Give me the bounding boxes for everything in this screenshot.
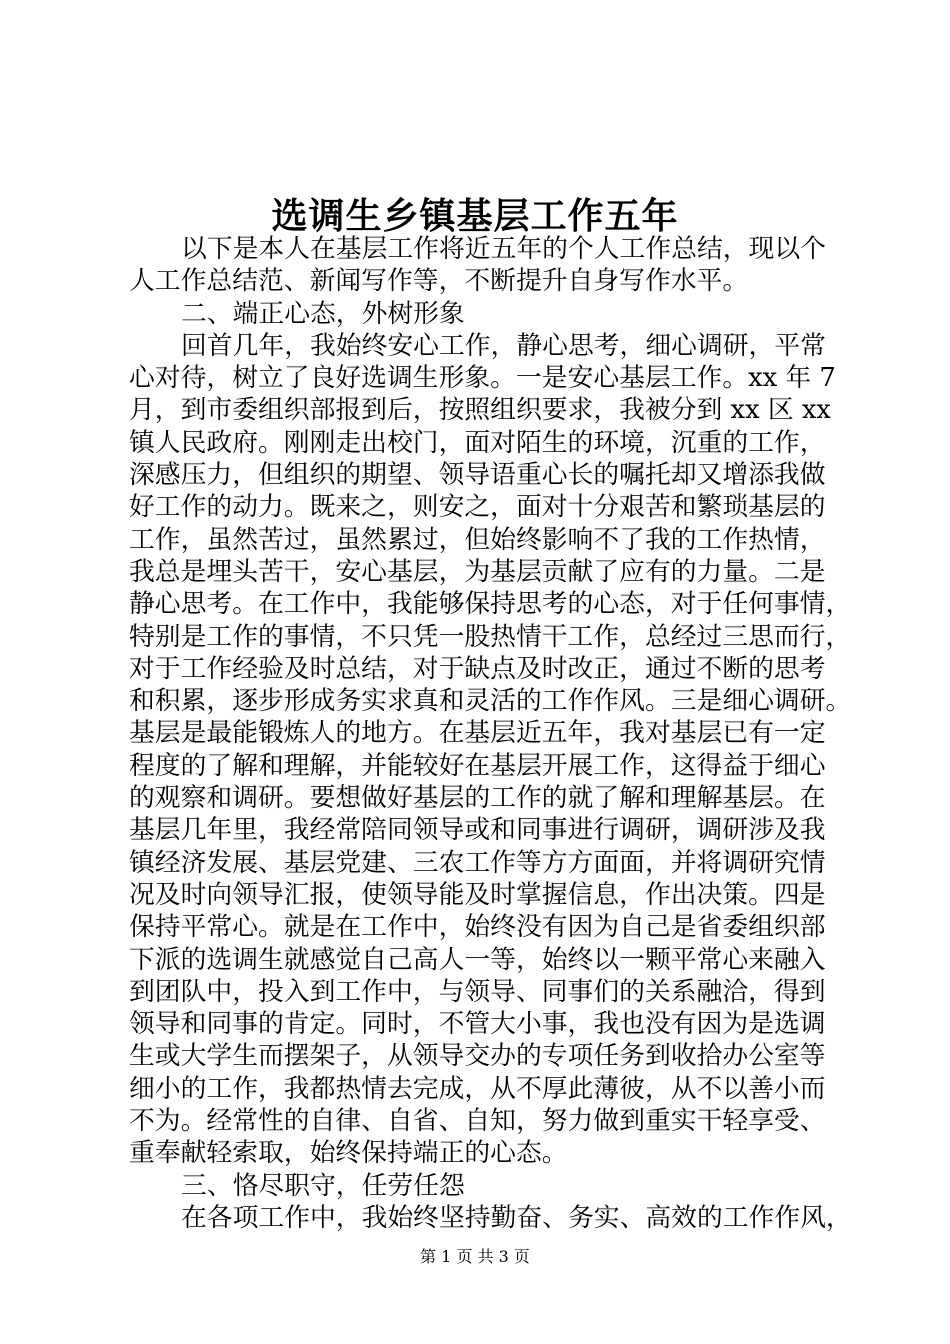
text-line: 心对待，树立了良好选调生形象。一是安心基层工作。xx 年 7	[129, 363, 836, 394]
text-line: 月，到市委组织部报到后，按照组织要求，我被分到 xx 区 xx	[129, 395, 831, 426]
text-line: 保持平常心。就是在工作中，始终没有因为自己是省委组织部	[129, 912, 826, 943]
text-line: 对于工作经验及时总结，对于缺点及时改正，通过不断的思考	[129, 653, 826, 684]
text-line: 在各项工作中，我始终坚持勤奋、务实、高效的工作作风，	[181, 1202, 852, 1233]
text-line: 领导和同事的肯定。同时，不管大小事，我也没有因为是选调	[129, 1009, 826, 1040]
text-line: 好工作的动力。既来之，则安之，面对十分艰苦和繁琐基层的	[129, 492, 826, 523]
text-line: 生或大学生而摆架子，从领导交办的专项任务到收拾办公室等	[129, 1041, 826, 1072]
document-title: 选调生乡镇基层工作五年	[271, 195, 679, 237]
text-line: 细小的工作，我都热情去完成，从不厚此薄彼，从不以善小而	[129, 1073, 826, 1104]
text-line: 静心思考。在工作中，我能够保持思考的心态，对于任何事情，	[129, 589, 852, 620]
text-line: 程度的了解和理解，并能较好在基层开展工作，这得益于细心	[129, 750, 826, 781]
document-body	[129, 233, 852, 1234]
text-line: 工作，虽然苦过，虽然累过，但始终影响不了我的工作热情，	[129, 524, 826, 555]
text-line: 重奉献轻索取，始终保持端正的心态。	[129, 1138, 568, 1169]
text-line: 特别是工作的事情，不只凭一股热情干工作，总经过三思而行，	[129, 621, 852, 652]
section-heading: 三、恪尽职守，任劳任怨	[181, 1170, 465, 1201]
text-line: 况及时向领导汇报，使领导能及时掌握信息，作出决策。四是	[129, 879, 826, 910]
text-line: 不为。经常性的自律、自省、自知，努力做到重实干轻享受、	[129, 1106, 826, 1137]
text-line: 下派的选调生就感觉自己高人一等，始终以一颗平常心来融入	[129, 944, 826, 975]
text-line: 回首几年，我始终安心工作，静心思考，细心调研，平常	[181, 330, 826, 361]
text-line: 人工作总结范、新闻写作等，不断提升自身写作水平。	[129, 266, 749, 297]
text-line: 我总是埋头苦干，安心基层，为基层贡献了应有的力量。二是	[129, 556, 826, 587]
page-footer: 第 1 页 共 3 页	[420, 1247, 530, 1266]
text-line: 的观察和调研。要想做好基层的工作的就了解和理解基层。在	[129, 783, 826, 814]
text-line: 镇经济发展、基层党建、三农工作等方方面面，并将调研究情	[129, 847, 826, 878]
section-heading: 二、端正心态，外树形象	[181, 298, 465, 329]
text-line: 基层几年里，我经常陪同领导或和同事进行调研，调研涉及我	[129, 815, 826, 846]
text-line: 到团队中，投入到工作中，与领导、同事们的关系融洽，得到	[129, 976, 826, 1007]
text-line: 镇人民政府。刚刚走出校门，面对陌生的环境，沉重的工作，	[129, 427, 826, 458]
text-line: 基层是最能锻炼人的地方。在基层近五年，我对基层已有一定	[129, 718, 826, 749]
text-line: 以下是本人在基层工作将近五年的个人工作总结，现以个	[181, 234, 826, 264]
text-line: 和积累，逐步形成务实求真和灵活的工作作风。三是细心调研。	[129, 686, 852, 717]
text-line: 深感压力，但组织的期望、领导语重心长的嘱托却又增添我做	[129, 460, 826, 491]
